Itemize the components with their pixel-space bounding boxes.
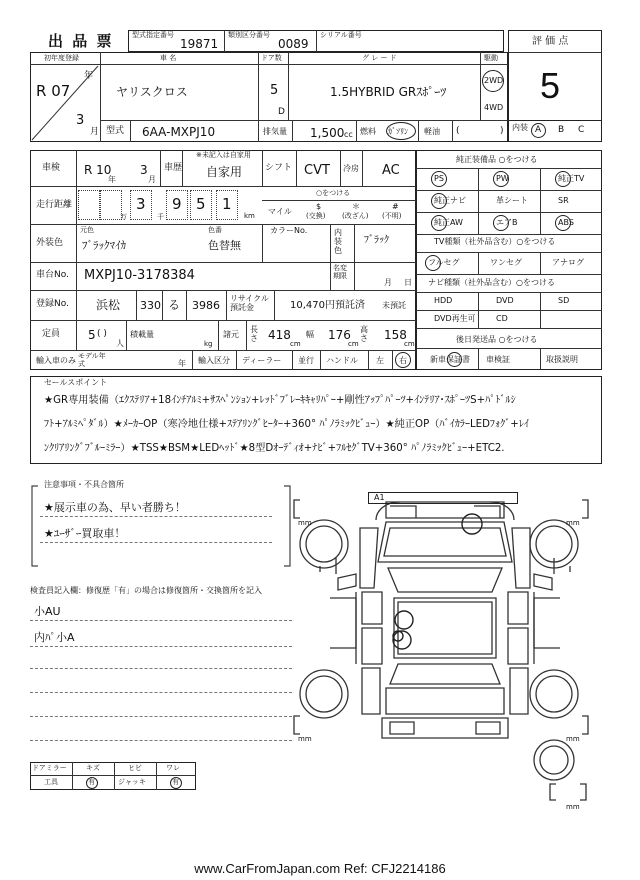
equipment-item-4: 純正ナビ [434,196,466,205]
sen-unit: 千 [157,213,164,221]
door-type-value: D [278,107,285,117]
equipment-item-9-circle [555,215,571,231]
later-item-1: 新車保証書 [430,355,470,364]
interior-grade-c: C [578,125,585,135]
mm-spare: mm [566,803,580,811]
import-type-label: 輸入区分 [198,356,230,365]
color-code-label: カラーNo. [270,226,308,235]
length-label: 長さ [250,325,258,343]
mileage-label: 走行距離 [36,200,73,210]
equipment-item-2-circle [493,171,509,187]
oil-paren-close: ) [500,126,504,136]
odometer-digit-2 [100,190,122,220]
usage-label: 車歴 [164,163,183,173]
recycle-label: リサイクル預託金 [230,294,269,312]
diagram-mark: A1 [374,493,385,502]
score-label: 評 価 点 [532,36,569,47]
color-label: 外装色 [36,238,64,248]
interior-grade-a: A [535,125,542,135]
drive-4wd: 4WD [484,103,504,112]
dealer-label: ディーラー [242,356,282,365]
inspector-label: 検査員記入欄：修復歴「有」の場合は修復箇所・交換箇所を記入 [30,586,262,595]
tv-item-1: フルセグ [428,258,460,267]
category-value: 0089 [278,37,309,51]
note-line-1: ★展示車の為、早い者勝ち！ [44,501,186,514]
length-unit: cm [290,340,301,348]
equipment-item-3: 純正TV [558,174,585,183]
equipment-item-9: ABS [558,218,574,227]
interior-color-value: ﾌﾞﾗｯｸ [364,235,389,246]
plate-class: 330 [140,299,161,312]
capacity-value: 5 [88,328,96,342]
mileage-option-mile: マイル [268,207,292,216]
first-reg-month-unit: 月 [90,127,100,137]
car-body-diagram [290,488,600,818]
equipment-item-7: 純正AW [434,218,463,227]
sales-point-line-3: ﾝｸﾘｱﾘﾝｸﾞﾌﾞﾙｰﾐﾗｰ）★TSS★BSM★LEDﾍｯﾄﾞ★8型Dｵｰﾃﾞｨｵ+ﾅﾋﾞ+ﾌﾙｾｸﾞTV+360° ﾊﾟﾉﾗﾐｯｸﾋﾞｭｰ+ETC2. [44,443,505,454]
mm-front-left: mm [298,519,312,527]
equipment-title: 純正装備品 ○をつける [456,155,538,164]
later-title: 後日発送品 ○をつける [456,335,538,344]
mm-front-right: mm [566,519,580,527]
man-unit: 万 [120,213,127,221]
plate-region: 浜松 [96,298,121,312]
displacement-value: 1,500 [310,126,345,140]
mileage-option-tampered: ＊ [352,202,360,211]
legend-door-mirror: ドアミラー [32,764,67,772]
fuel-label: 燃料 [360,127,376,136]
mileage-option-tampered-note: (改ざん) [342,212,369,220]
capacity-unit: 人 [116,339,124,348]
equipment-item-8-circle [493,215,509,231]
sales-point-line-1: ★GR専用装備（ｴｸｽﾃﾘｱ+18ｲﾝﾁｱﾙﾐ+ｻｽﾍﾟﾝｼｮﾝ+ﾚｯﾄﾞﾌﾞﾚｰｷｷｬﾘﾊﾟｰ+剛性ｱｯﾌﾟﾊﾟｰﾂ+ｲﾝﾃﾘｱ･ｽﾎﾟｰﾂS+ﾊﾟﾄﾞﾙｼ [44,395,516,406]
recycle-amount: 10,470円預託済 [290,300,365,311]
parallel-label: 並行 [298,356,314,365]
mileage-circle-note: ○をつける [316,189,351,197]
import-year-unit: 年 [178,359,186,368]
mileage-option-unknown: # [392,202,399,211]
load-unit: kg [204,340,213,348]
usage-note: ※未記入は自家用 [196,151,251,159]
registration-label: 登録No. [36,299,69,309]
equipment-item-8: エアB [496,218,518,227]
import-label: 輸入車のみ [36,356,76,365]
category-label: 類別区分番号 [228,31,270,39]
name-change-label: 名変期限 [333,264,347,280]
equipment-item-2: PW [496,174,509,183]
drive-2wd: 2WD [484,76,504,85]
legend-tools-value: 有 [88,778,95,786]
length-value: 418 [268,328,291,342]
car-name-value: ヤリスクロス [116,85,188,99]
equipment-item-5: 革シート [496,196,528,205]
width-label: 幅 [306,330,314,339]
mileage-option-exchange-note: (交換) [306,212,326,220]
inspection-label: 車検 [42,163,61,173]
original-color-value: ﾌﾞﾗｯｸﾏｲｶ [82,239,126,252]
chassis-label: 車台No. [36,270,69,280]
drive-label: 駆動 [484,54,498,62]
inspection-month-unit: 月 [148,175,156,184]
later-item-1-circle [447,352,462,367]
mileage-option-exchange: $ [316,202,322,211]
inspection-era: R 10 [84,163,112,177]
height-value: 158 [384,328,407,342]
interior-label: 内装 [512,123,528,132]
watermark: www.CarFromJapan.com Ref: CFJ2214186 [194,861,446,876]
first-reg-era: R 07 [36,82,71,100]
usage-value: 自家用 [206,165,243,179]
fuel-value: ｶﾞｿﾘﾝ [388,127,408,136]
inspector-line-1: 小AU [34,605,61,618]
legend-crack: ヒビ [128,764,142,772]
equipment-item-1-circle [431,171,447,187]
door-label: ドア数 [261,54,282,62]
navi-item-5: CD [496,314,508,323]
right-handle: 右 [399,356,407,365]
form-title: 出 品 票 [48,32,114,50]
color-change-value: 色替無 [208,239,241,252]
odometer-digit-1 [78,190,100,220]
model-value: 6AA-MXPJ10 [142,125,216,139]
mm-rear-left: mm [298,735,312,743]
plate-number: 3986 [192,299,220,312]
shift-value: CVT [304,163,330,178]
navi-title: ナビ種類（社外品含む）○をつける [428,278,555,287]
height-label: 高さ [360,325,368,343]
doors-value: 5 [270,83,279,98]
inspection-month: 3 [140,163,148,177]
load-label: 積載量 [130,330,154,339]
first-reg-month: 3 [76,113,85,128]
oil-label: 軽油 [424,127,440,136]
model-designation-value: 19871 [180,37,219,51]
equipment-item-4-circle [431,193,447,209]
sales-points-label: セールスポイント [44,378,108,387]
width-value: 176 [328,328,351,342]
oil-paren-open: ( [456,126,460,136]
displacement-unit: cc [344,130,353,139]
score-value: 5 [540,65,561,106]
inspector-line-2: 内ﾊﾟ小A [34,631,75,644]
model-designation-label: 型式指定番号 [132,31,174,39]
displacement-label: 排気量 [263,127,287,136]
serial-label: シリアル番号 [320,31,362,39]
tv-item-2: ワンセグ [490,258,522,267]
navi-item-1: HDD [434,296,453,305]
odometer-digit-text: 1 [222,195,232,213]
left-handle: 左 [376,356,384,365]
notes-label: 注意事項・不具合箇所 [44,480,124,489]
handle-label: ハンドル [326,356,358,365]
plate-kana: る [168,298,181,312]
equipment-item-1: PS [434,174,444,183]
capacity-label: 定員 [42,329,61,339]
inspection-year-unit: 年 [108,175,116,184]
shift-label: シフト [265,163,293,173]
sales-point-line-2: ﾌﾄ+ｱﾙﾐﾍﾟﾀﾞﾙ）★ﾒｰｶｰOP（寒冷地仕様+ｽﾃｱﾘﾝｸﾞﾋｰﾀｰ+360° ﾊﾟﾉﾗﾐｯｸﾋﾞｭｰ）★純正OP（ﾊﾞｲｶﾗｰLEDﾌｫｸﾞ+ﾚｲ [44,419,530,430]
aircon-label: 冷房 [343,164,359,173]
interior-color-label: 内装色 [334,228,342,255]
legend-jack: ジャッキ [118,778,146,786]
navi-item-4: DVD再生可 [434,314,476,323]
tv-item-1-circle [425,255,441,271]
later-item-2: 車検証 [486,355,510,364]
height-unit: cm [404,340,415,348]
dimensions-label: 諸元 [223,330,239,339]
original-color-label: 元色 [80,226,94,234]
grade-label: グ レ ー ド [362,54,397,62]
note-line-2: ★ﾕｰｻﾞｰ買取車！ [44,527,126,540]
km-unit: km [244,212,255,220]
model-label: 型式 [106,126,125,136]
later-item-3: 取扱説明 [546,355,578,364]
name-change-day: 日 [404,278,412,287]
odometer-digit-text: 5 [196,195,206,213]
navi-item-2: DVD [496,296,514,305]
equipment-item-7-circle [431,215,447,231]
width-unit: cm [348,340,359,348]
mm-rear-right: mm [566,735,580,743]
navi-item-3: SD [558,296,570,305]
first-reg-label: 初年度登録 [44,54,79,62]
name-change-month: 月 [384,278,392,287]
aircon-value: AC [382,163,400,178]
legend-scratch: キズ [86,764,100,772]
recycle-unpaid: 未預託 [382,301,406,310]
first-reg-year-unit: 年 [84,71,94,81]
tv-item-3: アナログ [552,258,584,267]
odometer-digit-text: 3 [136,195,146,213]
chassis-value: MXPJ10-3178384 [84,268,195,283]
odometer-digit-text: 9 [172,195,182,213]
equipment-item-6: SR [558,196,569,205]
capacity-paren: ( ) [97,329,107,339]
grade-value: 1.5HYBRID GRｽﾎﾟｰﾂ [330,85,447,99]
legend-break: ワレ [166,764,180,772]
mileage-option-unknown-note: (不明) [382,212,402,220]
diagram-a1-box [368,492,518,504]
legend-tools: 工具 [44,778,58,786]
interior-grade-b: B [558,125,565,135]
legend-jack-value: 有 [172,778,179,786]
notes-frame [30,476,292,568]
equipment-item-3-circle [555,171,571,187]
tv-title: TV種類（社外品含む）○をつける [434,237,556,246]
car-name-label: 車 名 [160,54,177,62]
model-year-label: モデル年式 [78,352,106,368]
color-no-label: 色番 [208,226,222,234]
